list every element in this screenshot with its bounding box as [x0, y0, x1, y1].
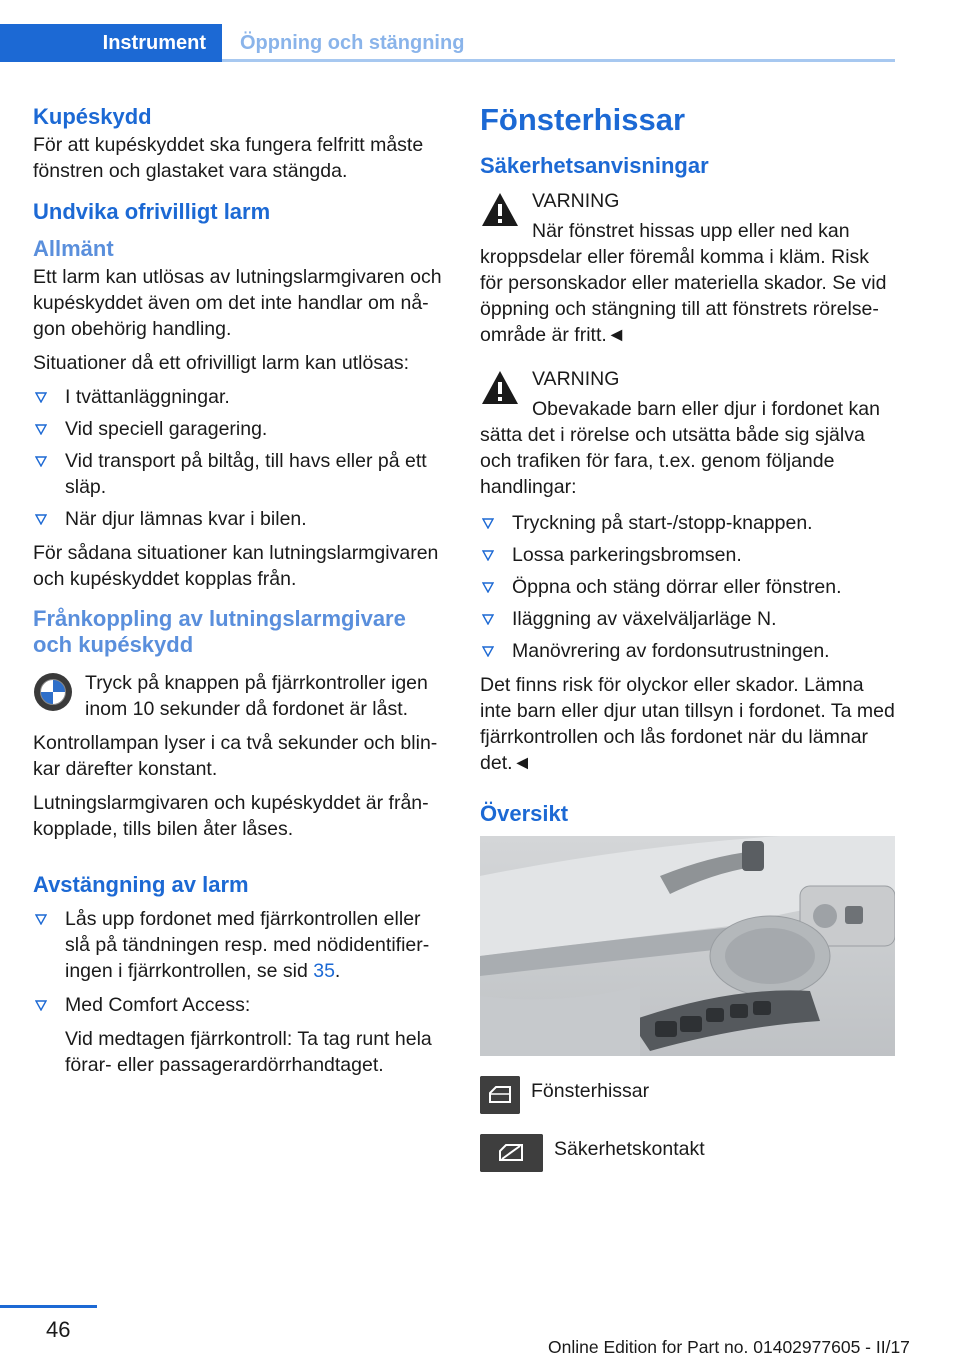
legend-safety-switch — [480, 1132, 896, 1182]
triangle-bullet-icon — [482, 582, 494, 593]
bmw-logo-icon — [33, 672, 73, 712]
triangle-bullet-icon — [35, 514, 47, 525]
warning-after-text: Det finns risk för olyckor eller skador. Lämna inte barn eller djur utan tillsyn i fordonet. Ta med fjärrkontrollen och lås fordonet när du lämnar det.◄ — [480, 674, 895, 774]
warning-block-1 — [480, 188, 896, 348]
list-item: Tryckning på start-/stopp-knappen. — [480, 510, 896, 536]
door-panel-photo — [480, 836, 895, 1056]
left-column — [33, 100, 449, 1086]
avstangning-list — [33, 906, 449, 1078]
allmant-heading: Allmänt — [33, 236, 114, 261]
allmant-list — [33, 384, 449, 532]
bmw-instruction-text: Tryck på knappen på fjärrkontroller igen inom 10 sekunder då fordonet är låst. — [85, 672, 428, 720]
list-item: Manövrering av fordonsutrustningen. — [480, 638, 896, 664]
triangle-bullet-icon — [482, 646, 494, 657]
warning-label-1: VARNING — [532, 190, 620, 212]
page-number: 46 — [46, 1317, 71, 1342]
triangle-bullet-icon — [35, 424, 47, 435]
undvika-heading: Undvika ofrivilligt larm — [33, 199, 271, 224]
section-tab-inactive: Öppning och stängning — [240, 32, 465, 54]
footer-rule — [0, 1305, 97, 1308]
bmw-instruction — [33, 670, 449, 722]
triangle-bullet-icon — [482, 518, 494, 529]
online-edition-text: Online Edition for Part no. 01402977605 - II/17 — [548, 1337, 910, 1357]
allmant-text-2: Situationer då ett ofrivilligt larm kan utlösas: — [33, 352, 410, 374]
list-item-sub: Vid medtagen fjärrkontroll: Ta tag runt hela förar- eller passagerardörrhandtaget. — [65, 1028, 432, 1076]
list-item: Lossa parkeringsbromsen. — [480, 542, 896, 568]
warning-text-1: När fönstret hissas upp eller ned kan kroppsdelar eller föremål komma i kläm. Risk för personskador eller materiella skador. Se vid öppning och stängning till att fönstrets rörelse-område är fritt.◄ — [480, 220, 887, 346]
safety-switch-icon — [480, 1134, 543, 1172]
header-rule — [222, 59, 895, 62]
warning-triangle-icon — [480, 190, 520, 228]
allmant-text-1: Ett larm kan utlösas av lutningslarmgivaren och kupéskyddet även om det inte handlar om nå-gon obehörig handling. — [33, 266, 442, 340]
kupeskydd-heading: Kupéskydd — [33, 104, 152, 129]
warning-list — [480, 510, 896, 664]
frankoppling-heading: Frånkoppling av lutningslarmgivare och kupéskydd — [33, 606, 406, 657]
list-item: Öppna och stäng dörrar eller fönstren. — [480, 574, 896, 600]
fonsterhissar-heading: Fönsterhissar — [480, 102, 686, 137]
list-item: När djur lämnas kvar i bilen. — [33, 506, 449, 532]
triangle-bullet-icon — [35, 392, 47, 403]
section-tab-active: Instrument — [0, 24, 222, 62]
frankoppling-text-1: Kontrollampan lyser i ca två sekunder och blin-kar därefter konstant. — [33, 732, 438, 780]
list-item: Med Comfort Access: Vid medtagen fjärrkontroll: Ta tag runt hela förar- eller passagerardörrhandtaget. — [33, 992, 449, 1078]
list-item: Iläggning av växelväljarläge N. — [480, 606, 896, 632]
legend-window-lift — [480, 1074, 896, 1124]
kupeskydd-text: För att kupéskyddet ska fungera felfritt måste fönstren och glastaket vara stängda. — [33, 134, 424, 182]
page-header — [0, 24, 895, 62]
triangle-bullet-icon — [482, 550, 494, 561]
legend-text-2: Säkerhetskontakt — [554, 1138, 705, 1160]
list-item: I tvättanläggningar. — [33, 384, 449, 410]
warning-text-2: Obevakade barn eller djur i fordonet kan sätta det i rörelse och utsätta både sig själva och trafiken för fara, t.ex. genom följande handlingar: — [480, 398, 880, 498]
frankoppling-text-2: Lutningslarmgivaren och kupéskyddet är från-kopplade, tills bilen åter låses. — [33, 792, 429, 840]
warning-triangle-icon — [480, 368, 520, 406]
window-lift-icon — [480, 1076, 520, 1114]
avstangning-heading: Avstängning av larm — [33, 872, 249, 897]
oversikt-heading: Översikt — [480, 801, 569, 826]
list-item: Vid speciell garagering. — [33, 416, 449, 442]
allmant-text-3: För sådana situationer kan lutningslarmgivaren och kupéskyddet kopplas från. — [33, 542, 439, 590]
page-link[interactable]: 35 — [313, 960, 335, 982]
list-item: Vid transport på biltåg, till havs eller på ett släp. — [33, 448, 449, 500]
warning-label-2: VARNING — [532, 368, 620, 390]
right-column — [480, 100, 896, 1190]
warning-block-2 — [480, 366, 896, 500]
legend-text-1: Fönsterhissar — [531, 1080, 650, 1102]
list-item: Lås upp fordonet med fjärrkontrollen eller slå på tändningen resp. med nödidentifier-ingen i fjärrkontrollen, se sid 35. — [33, 906, 449, 984]
triangle-bullet-icon — [482, 614, 494, 625]
triangle-bullet-icon — [35, 914, 47, 925]
triangle-bullet-icon — [35, 1000, 47, 1011]
triangle-bullet-icon — [35, 456, 47, 467]
sakerhet-heading: Säkerhetsanvisningar — [480, 153, 709, 178]
